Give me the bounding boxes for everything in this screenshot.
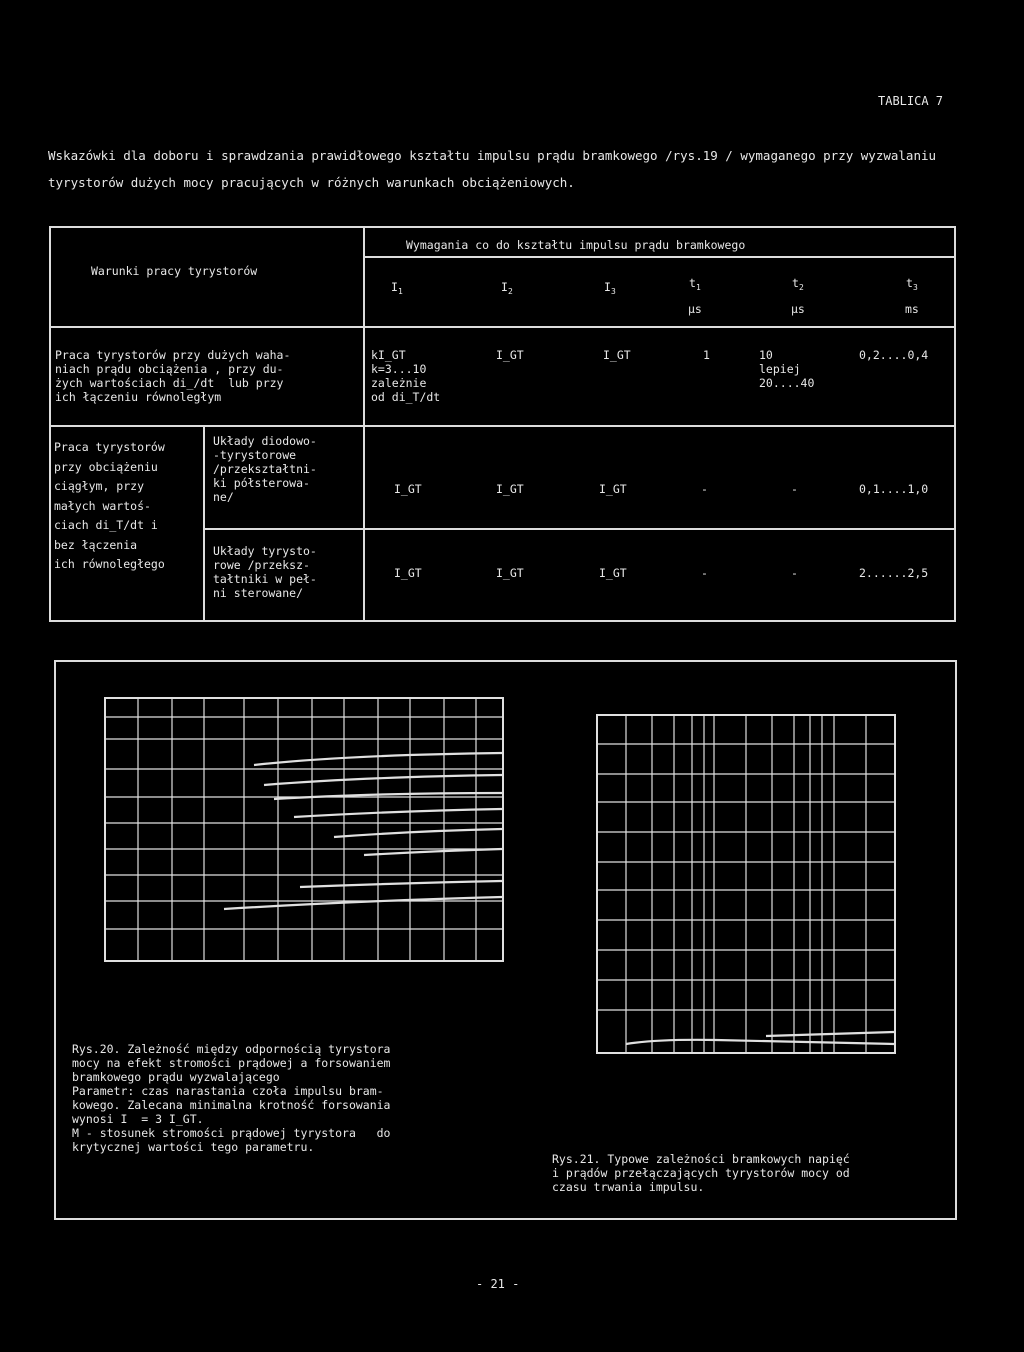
group2-condition: Praca tyrystorów przy obciążeniu ciągłym, przy małych wartoś- ciach di_T/dt i bez łączenia ich równoległego — [54, 440, 165, 571]
page-number: - 21 - — [476, 1277, 520, 1291]
unit-t3: ms — [905, 302, 919, 316]
sub1-t1: - — [701, 482, 708, 496]
sub2-i2: I_GT — [496, 566, 524, 580]
param-i2: $I_2$ — [501, 280, 513, 296]
sub1-i3: I_GT — [599, 482, 627, 496]
param-t2: $t_2$ — [792, 276, 804, 292]
param-i3: $I_3$ — [604, 280, 616, 296]
sub1-t2: - — [791, 482, 798, 496]
sub1-label: Układy diodowo- -tyrystorowe /przekształtni- ki półsterowa- ne/ — [213, 434, 317, 504]
intro-paragraph: Wskazówki dla doboru i sprawdzania prawidłowego kształtu impulsu prądu bramkowego /rys.19 / wymaganego przy wyzwalaniu tyrystorów dużych mocy pracujących w różnych warunkach obciążeniowych. — [48, 148, 937, 190]
row1-condition: Praca tyrystorów przy dużych waha- niach prądu obciążenia , przy du- żych wartościach di_/dt lub przy ich łączeniu równoległym — [55, 348, 291, 404]
param-t1: $t_1$ — [689, 276, 701, 292]
row1-i2: I_GT — [496, 348, 524, 362]
row1-i1: kI_GT k=3...10 zależnie od di_T/dt — [371, 348, 441, 404]
param-i1: $I_1$ — [391, 280, 403, 296]
sub1-i1: I_GT — [394, 482, 422, 496]
fig21-caption: Rys.21. Typowe zależności bramkowych napięć i prądów przełączających tyrystorów mocy od czasu trwania impulsu. — [552, 1152, 850, 1194]
fig20-plot — [104, 697, 504, 962]
figures-frame — [54, 660, 957, 1220]
row1-t3: 0,2....0,4 — [859, 348, 929, 362]
sub2-t3: 2......2,5 — [859, 566, 929, 580]
sub2-i1: I_GT — [394, 566, 422, 580]
sub2-t2: - — [791, 566, 798, 580]
conditions-header: Warunki pracy tyrystorów — [91, 264, 258, 278]
sub2-t1: - — [701, 566, 708, 580]
row1-t1: 1 — [703, 348, 710, 362]
unit-t2: μs — [791, 302, 805, 316]
sub1-i2: I_GT — [496, 482, 524, 496]
sub1-t3: 0,1....1,0 — [859, 482, 929, 496]
sub2-i3: I_GT — [599, 566, 627, 580]
requirements-header: Wymagania co do kształtu impulsu prądu bramkowego — [406, 238, 746, 252]
requirements-table — [49, 226, 956, 622]
unit-t1: μs — [688, 302, 702, 316]
sub2-label: Układy tyrysto- rowe /przeksz- tałtniki w peł- ni sterowane/ — [213, 544, 317, 600]
fig20-caption: Rys.20. Zależność między odpornością tyrystora mocy na efekt stromości prądowej a forsowaniem bramkowego prądu wyzwalającego Parametr: czas narastania czoła impulsu bram- kowego. Zalecana minimalna krotność forsowania wynosi I = 3 I_GT. M - stosunek stromości prądowej tyrystora do krytycznej wartości tego parametru. — [72, 1042, 391, 1154]
row1-t2: 10 lepiej 20....40 — [759, 348, 815, 390]
fig21-plot — [596, 714, 896, 1054]
row1-i3: I_GT — [603, 348, 631, 362]
table-tag: TABLICA 7 — [878, 94, 944, 108]
param-t3: $t_3$ — [906, 276, 918, 292]
